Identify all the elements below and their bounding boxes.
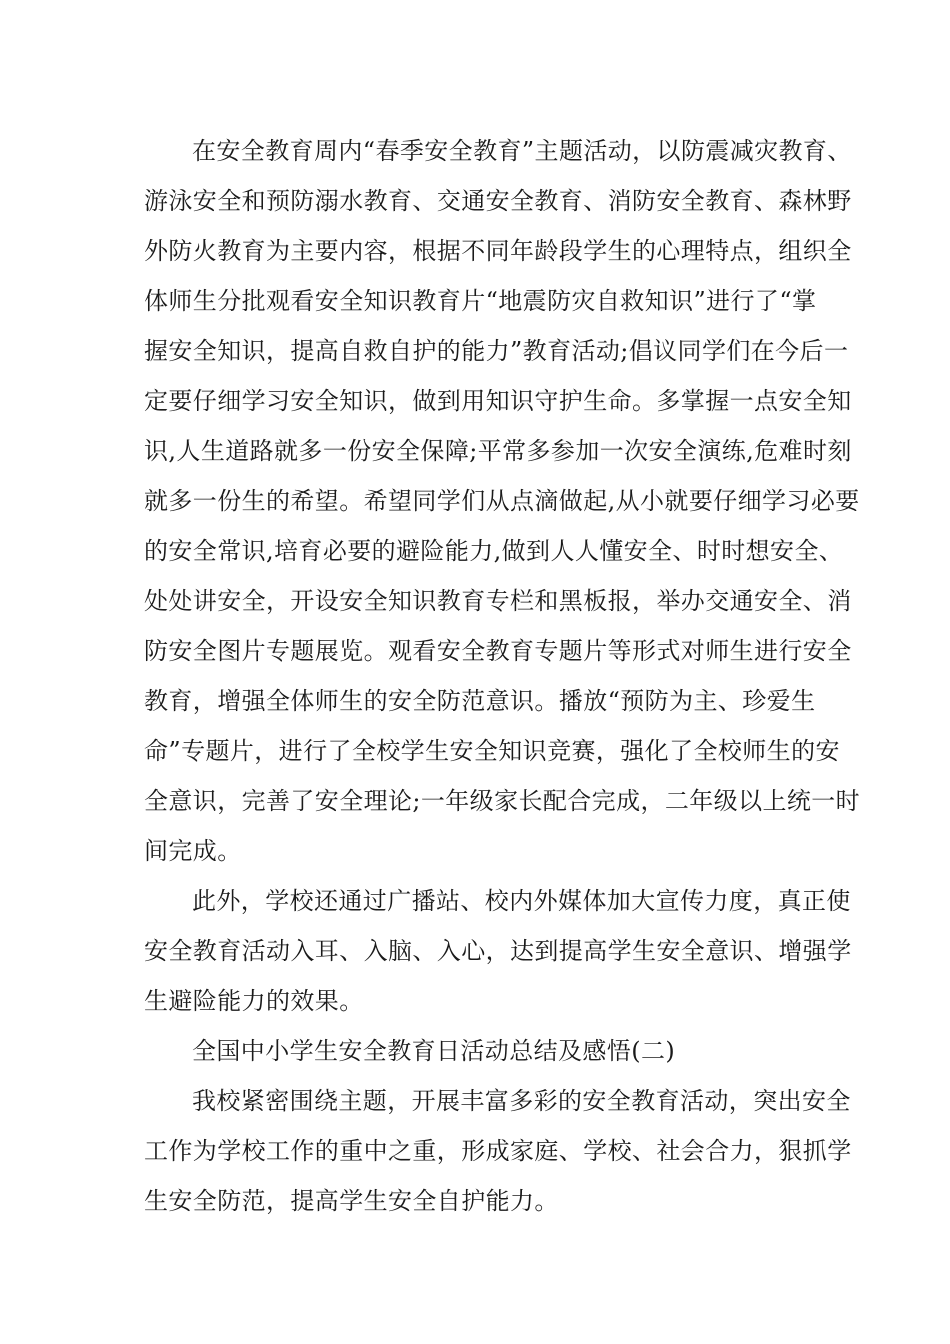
text-line: 生避险能力的效果。 <box>144 987 364 1015</box>
text-line: 处处讲安全，开设安全知识教育专栏和黑板报，举办交通安全、消 <box>144 587 852 615</box>
text-line: 全意识，完善了安全理论;一年级家长配合完成，二年级以上统一时 <box>144 787 861 815</box>
text-line: 防安全图片专题展览。观看安全教育专题片等形式对师生进行安全 <box>144 637 852 665</box>
text-line: 游泳安全和预防溺水教育、交通安全教育、消防安全教育、森林野 <box>144 187 852 215</box>
text-line: 此外，学校还通过广播站、校内外媒体加大宣传力度，真正使 <box>192 887 851 915</box>
section-heading: 全国中小学生安全教育日活动总结及感悟(二) <box>192 1037 676 1065</box>
text-line: 外防火教育为主要内容，根据不同年龄段学生的心理特点，组织全 <box>144 237 852 265</box>
text-line: 的安全常识,培育必要的避险能力,做到人人懂安全、时时想安全、 <box>144 537 844 565</box>
text-line: 生安全防范，提高学生安全自护能力。 <box>144 1187 559 1215</box>
text-line: 安全教育活动入耳、入脑、入心，达到提高学生安全意识、增强学 <box>144 937 852 965</box>
text-line: 握安全知识，提高自救自护的能力”教育活动;倡议同学们在今后一 <box>144 337 849 365</box>
text-line: 我校紧密围绕主题，开展丰富多彩的安全教育活动，突出安全 <box>192 1087 851 1115</box>
text-line: 教育，增强全体师生的安全防范意识。播放“预防为主、珍爱生 <box>144 687 816 715</box>
text-line: 在安全教育周内“春季安全教育”主题活动，以防震减灾教育、 <box>192 137 852 165</box>
text-line: 间完成。 <box>144 837 242 865</box>
text-line: 工作为学校工作的重中之重，形成家庭、学校、社会合力，狠抓学 <box>144 1137 852 1165</box>
text-line: 识,人生道路就多一份安全保障;平常多参加一次安全演练,危难时刻 <box>144 437 852 465</box>
text-line: 体师生分批观看安全知识教育片“地震防灾自救知识”进行了“掌 <box>144 287 817 315</box>
text-line: 命”专题片，进行了全校学生安全知识竞赛，强化了全校师生的安 <box>144 737 840 765</box>
text-line: 就多一份生的希望。希望同学们从点滴做起,从小就要仔细学习必要 <box>144 487 860 515</box>
text-line: 定要仔细学习安全知识，做到用知识守护生命。多掌握一点安全知 <box>144 387 852 415</box>
